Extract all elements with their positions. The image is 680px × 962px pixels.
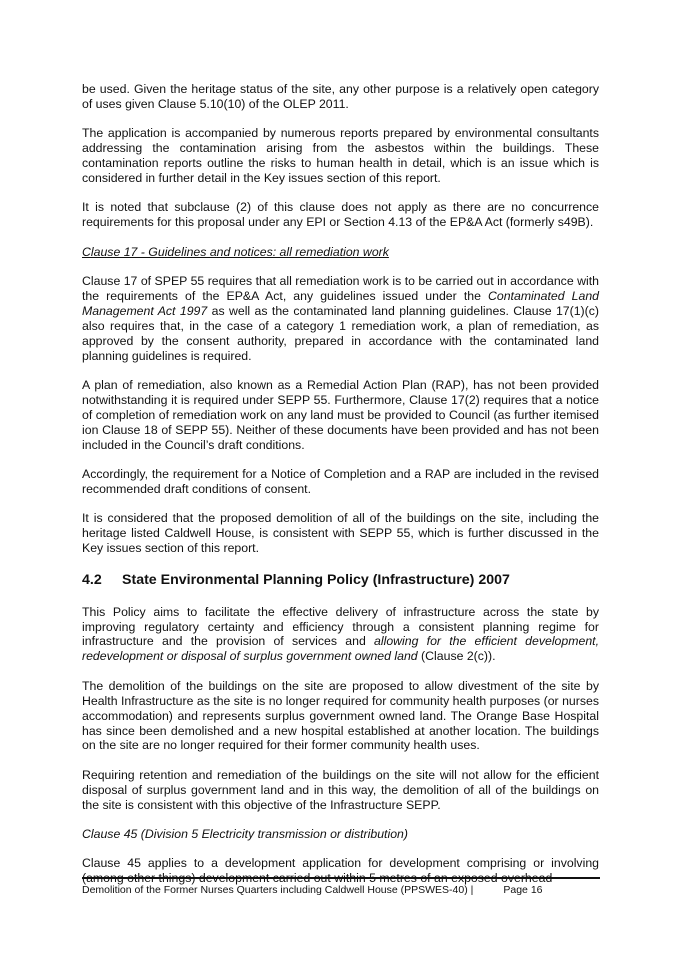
paragraph-uses: be used. Given the heritage status of the site, any other purpose is a relatively open category of uses given Clause 5.10(10) of the OLEP 2011. <box>82 82 599 111</box>
page-content <box>82 82 599 886</box>
paragraph-clause-17 <box>82 274 599 363</box>
policy-aims-text-b: (Clause 2(c)). <box>417 649 496 664</box>
clause-17-heading: Clause 17 - Guidelines and notices: all remediation work <box>82 244 389 259</box>
paragraph-demolition-divestment: The demolition of the buildings on the site are proposed to allow divestment of the site by Health Infrastructure as the site is no longer required for community health purposes (or nurses accommodation) and represents surplus government owned land. The Orange Base Hospital has since been demolished and a new hospital established at another location. The buildings on the site are no longer required for their former community health uses. <box>82 678 599 753</box>
paragraph-clause-45: Clause 45 applies to a development application for development comprising or involving (among other things) development carried out within 5 metres of an exposed overhead <box>82 856 599 886</box>
section-number: 4.2 <box>82 571 102 588</box>
page-footer <box>82 877 600 897</box>
paragraph-subclause-2: It is noted that subclause (2) of this clause does not apply as there are no concurrence requirements for this proposal under any EPI or Section 4.13 of the EP&A Act (formerly s49B). <box>82 200 599 230</box>
clause-17-act-name: Contaminated Land Management Act 1997 <box>82 289 599 318</box>
paragraph-retention: Requiring retention and remediation of the buildings on the site will not allow for the efficient disposal of surplus government land and in this way, the demolition of all of the buildings on the site is consistent with this objective of the Infrastructure SEPP. <box>82 767 599 812</box>
footer-document-title: Demolition of the Former Nurses Quarters including Caldwell House (PPSWES-40) | <box>82 884 474 896</box>
clause-45-heading: Clause 45 (Division 5 Electricity transmission or distribution) <box>82 827 408 842</box>
clause-17-text-b: as well as the contaminated land planning guidelines. Clause 17(1)(c) also requires that, in the case of a category 1 remediation work, a plan of remediation, as approved by the consent authority, prepared in accordance with the contaminated land planning guidelines is required. <box>82 303 599 363</box>
policy-aims-text-a: This Policy aims to facilitate the effective delivery of infrastructure across the state by improving regulatory certainty and efficiency through a consistent planning regime for infrastructure and the provision of services and <box>82 604 599 649</box>
paragraph-notice-of-completion: Accordingly, the requirement for a Notice of Completion and a RAP are included in the revised recommended draft conditions of consent. <box>82 467 599 497</box>
paragraph-policy-aims <box>82 605 599 665</box>
paragraph-contamination-reports: The application is accompanied by numerous reports prepared by environmental consultants addressing the contamination arising from the asbestos within the buildings. These contamination reports outline the risks to human health in detail, which is an issue which is considered in further detail in the Key issues section of this report. <box>82 126 599 186</box>
section-heading <box>82 571 599 589</box>
footer-page-number: Page 16 <box>503 884 543 896</box>
section-title: State Environmental Planning Policy (Infrastructure) 2007 <box>122 571 510 588</box>
paragraph-sepp55-consistency: It is considered that the proposed demolition of all of the buildings on the site, including the heritage listed Caldwell House, is consistent with SEPP 55, which is further discussed in the Key issues section of this report. <box>82 511 599 556</box>
paragraph-rap: A plan of remediation, also known as a Remedial Action Plan (RAP), has not been provided notwithstanding it is required under SEPP 55. Furthermore, Clause 17(2) requires that a notice of completion of remediation work on any land must be provided to Council (as further itemised ion Clause 18 of SEPP 55). Neither of these documents have been provided and has not been included in the Council’s draft conditions. <box>82 378 599 452</box>
clause-17-text-a: Clause 17 of SPEP 55 requires that all remediation work is to be carried out in accordance with the requirements of the EP&A Act, any guidelines issued under the <box>82 274 599 304</box>
policy-aims-italic: allowing for the efficient development, redevelopment or disposal of surplus government owned land <box>82 634 599 664</box>
